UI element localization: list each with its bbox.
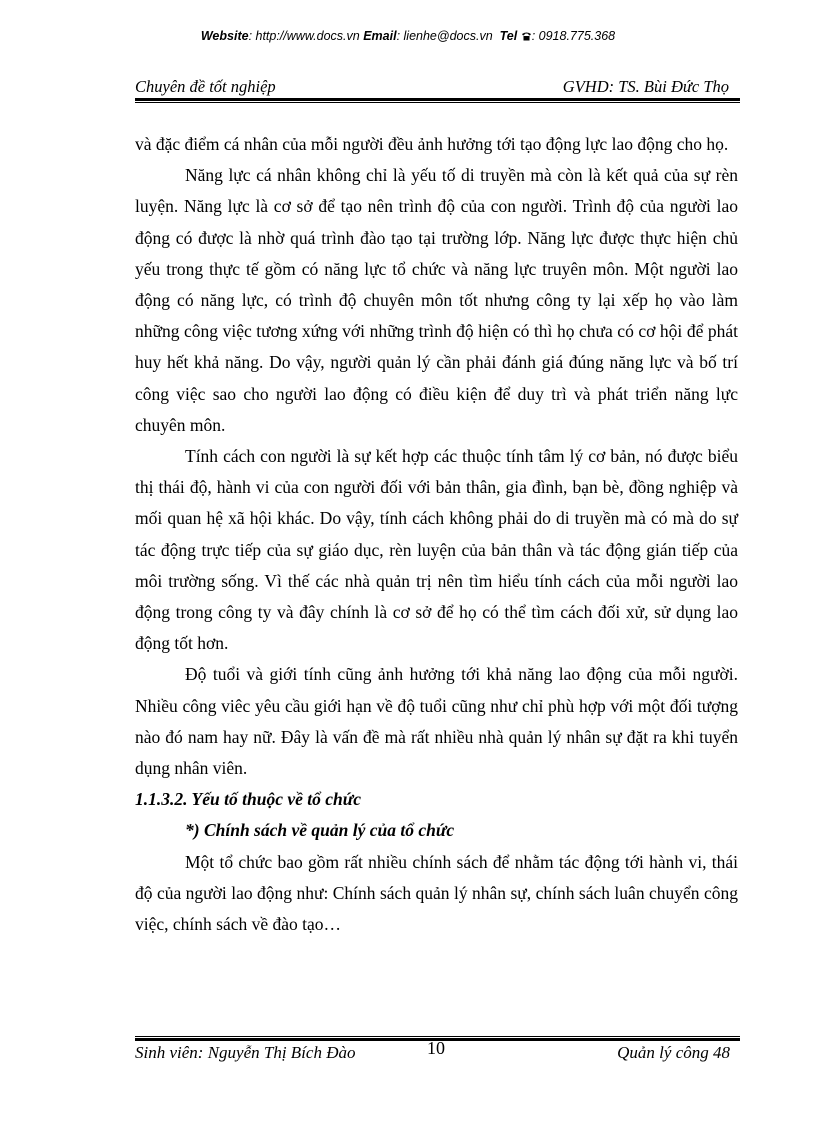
header-rule-bottom: [135, 102, 740, 103]
paragraph-1: và đặc điểm cá nhân của mỗi người đều ảnh hưởng tới tạo động lực lao động cho họ.: [135, 134, 729, 154]
subsection-heading: *) Chính sách về quản lý của tổ chức: [185, 820, 455, 841]
website-url: : http://www.docs.vn: [248, 29, 360, 43]
email-label: Email: [363, 29, 397, 43]
telephone-icon: [521, 31, 532, 41]
website-label: Website: [200, 29, 249, 43]
paragraph-3: Tính cách con người là sự kết hợp các thuộc tính tâm lý cơ bản, nó được biểu thị thái độ, hành vi của con người đối với bản thân, gia đình, bạn bè, đồng nghiệp và mối quan hệ xã hội khác. Do vậy, tính cách không phải do di truyền mà có mà do sự tác động trực tiếp của sự giáo dục, rèn luyện của bản thân và tác động gián tiếp của môi trường sống. Vì thế các nhà quản trị nên tìm hiểu tính cách của mỗi người lao động trong công ty và đây chính là cơ sở để họ có thể tìm cách đối xử, sử dụng lao động tốt hơn.: [135, 446, 738, 654]
page-footer: [135, 1038, 740, 1067]
header-rule-top: [135, 98, 740, 101]
tel-label: Tel: [499, 29, 518, 43]
tel-number: : 0918.775.368: [531, 29, 616, 43]
footer-rule-top: [135, 1036, 740, 1037]
section-heading: 1.1.3.2. Yếu tố thuộc về tổ chức: [135, 789, 361, 810]
page-body: [135, 129, 738, 940]
header-advisor: GVHD: TS. Bùi Đức Thọ: [562, 77, 729, 96]
header-title: Chuyên đề tốt nghiệp: [135, 77, 276, 96]
footer-student: Sinh viên: Nguyễn Thị Bích Đào: [135, 1043, 356, 1062]
paragraph-2: Năng lực cá nhân không chỉ là yếu tố di truyền mà còn là kết quả của sự rèn luyện. Năng lực là cơ sở để tạo nên trình độ của con người. Trình độ của người lao động có được là nhờ quá trình đào tạo tại trường lớp. Năng lực được thực hiện chủ yếu trong thực tế gồm có năng lực tổ chức và năng lực truyên môn. Một người lao động có năng lực, có trình độ chuyên môn tốt nhưng công ty lại xếp họ vào làm những công việc tương xứng với những trình độ hiện có thì họ chưa có cơ hội để phát huy hết khả năng. Do vậy, người quản lý cần phải đánh giá đúng năng lực và bố trí công việc sao cho người lao động có điều kiện để duy trì và phát triển năng lực chuyên môn.: [135, 165, 738, 435]
paragraph-5: Một tổ chức bao gồm rất nhiều chính sách để nhằm tác động tới hành vi, thái độ của người lao động như: Chính sách quản lý nhân sự, chính sách luân chuyển công việc, chính sách về đào tạo…: [135, 851, 738, 935]
page-number: 10: [427, 1038, 445, 1058]
page-header: [135, 77, 735, 97]
email-address: : lienhe@docs.vn: [396, 29, 493, 43]
paragraph-4: Độ tuổi và giới tính cũng ảnh hưởng tới khả năng lao động của mỗi người. Nhiều công viêc yêu cầu giới hạn về độ tuổi cũng như chỉ phù hợp với một đối tượng nào đó nam hay nữ. Đây là vấn đề mà rất nhiều nhà quản lý nhân sự đặt ra khi tuyển dụng nhân viên.: [135, 664, 738, 779]
footer-class: Quản lý công 48: [617, 1043, 730, 1062]
website-banner: [0, 29, 816, 43]
